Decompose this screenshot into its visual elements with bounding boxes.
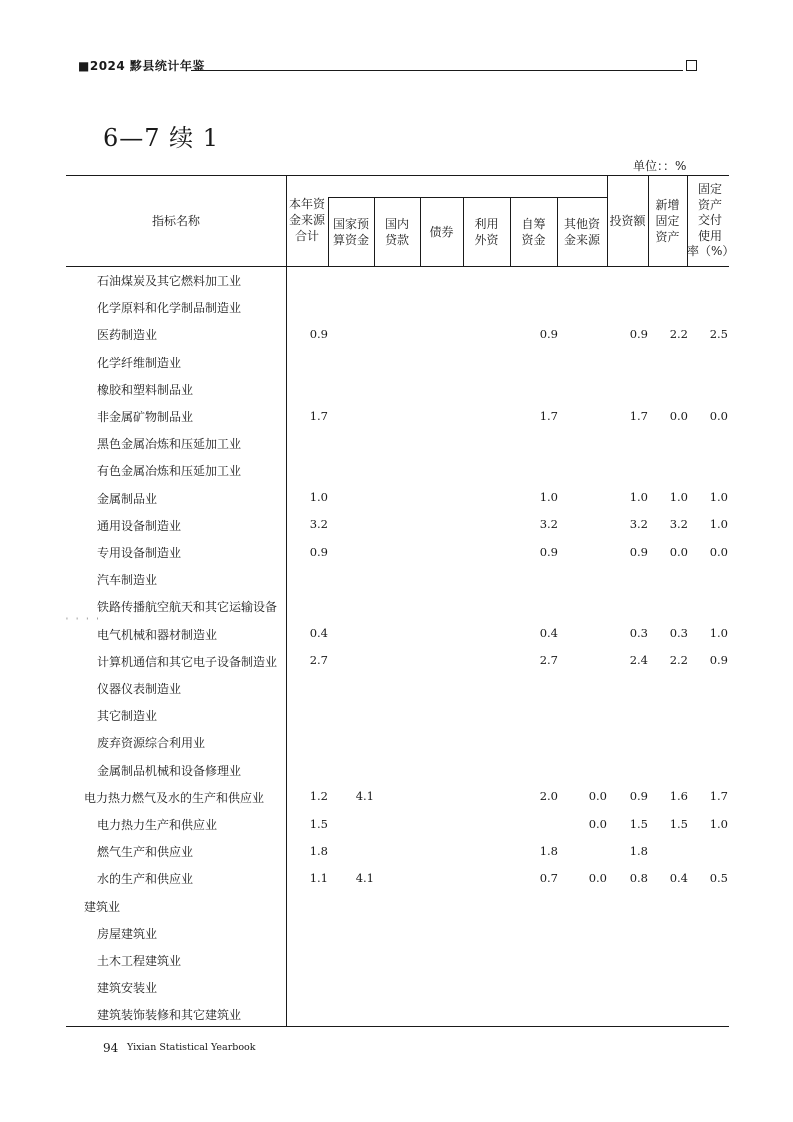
cell-total: 1.2: [309, 789, 328, 804]
cell-total: 0.4: [309, 626, 328, 641]
cell-other: 0.0: [588, 870, 607, 885]
column-header-other: 其他资 金来源: [563, 216, 600, 247]
cell-total: 1.1: [309, 870, 328, 885]
row-label: 石油煤炭及其它燃料加工业: [97, 274, 242, 288]
footer-title: Yixian Statistical Yearbook: [127, 1042, 256, 1053]
cell-newfixed: 0.4: [669, 870, 688, 885]
cell-newfixed: 2.2: [669, 326, 688, 341]
yearbook-title: ■2024 黟县统计年鉴: [78, 59, 205, 73]
row-label: 仪器仪表制造业: [97, 682, 182, 696]
cell-newfixed: 1.0: [669, 490, 688, 505]
cell-self: 0.4: [539, 626, 558, 641]
name-column-divider: [286, 175, 287, 1026]
cell-invest: 0.3: [629, 626, 648, 641]
cell-newfixed: 0.0: [669, 408, 688, 423]
cell-total: 1.8: [309, 843, 328, 858]
column-header-rate: 固定 资产 交付 使用 率（%）: [687, 182, 735, 259]
unit-label: 单位：：%: [633, 159, 687, 173]
row-label: 通用设备制造业: [97, 518, 182, 533]
row-label: 铁路传播航空航天和其它运输设备: [97, 600, 278, 615]
row-label: 计算机通信和其它电子设备制造业: [97, 654, 278, 669]
row-label: 金属制品机械和设备修理业: [97, 763, 242, 778]
cell-self: 1.0: [539, 490, 558, 505]
row-label: 橡胶和塑料制品业: [97, 382, 194, 397]
row-label: 黑色金属冶炼和压延加工业: [97, 437, 242, 452]
row-label: 废弃资源综合利用业: [97, 736, 206, 751]
cell-rate: 0.0: [709, 544, 728, 559]
cell-total: 0.9: [309, 326, 328, 341]
cell-self: 3.2: [539, 517, 558, 532]
cell-rate: 1.7: [709, 789, 728, 804]
row-label: 非金属矿物制品业: [97, 410, 194, 424]
cell-other: 0.0: [588, 789, 607, 804]
column-header-budget: 国家预 算资金: [332, 216, 369, 247]
cell-rate: 0.5: [709, 870, 728, 885]
cell-invest: 3.2: [629, 517, 648, 532]
cell-newfixed: 0.0: [669, 544, 688, 559]
cell-newfixed: 1.6: [669, 789, 688, 804]
column-header-self: 自筹 资金: [521, 216, 546, 247]
column-header-bond: 债券: [429, 224, 454, 239]
cell-total: 1.7: [309, 408, 328, 423]
square-outline-icon: [686, 60, 697, 71]
cell-total: 1.5: [309, 816, 328, 831]
cell-invest: 0.9: [629, 544, 648, 559]
page-number: 94: [103, 1041, 119, 1055]
row-label: 电力热力燃气及水的生产和供应业: [84, 790, 265, 805]
row-label: 电气机械和器材制造业: [97, 627, 218, 642]
cell-invest: 0.9: [629, 789, 648, 804]
cell-other: 0.0: [588, 816, 607, 831]
cell-rate: 2.5: [709, 326, 728, 341]
cell-rate: 1.0: [709, 626, 728, 641]
cell-invest: 1.5: [629, 816, 648, 831]
cell-invest: 1.0: [629, 490, 648, 505]
cell-total: 0.9: [309, 544, 328, 559]
cell-invest: 0.8: [629, 870, 648, 885]
row-label: 水的生产和供应业: [97, 872, 194, 887]
column-header-invest: 投资额: [609, 213, 646, 228]
cell-newfixed: 3.2: [669, 517, 688, 532]
cell-invest: 2.4: [629, 653, 648, 668]
cell-invest: 1.8: [629, 843, 648, 858]
row-label: 建筑业: [84, 899, 121, 914]
cell-self: 0.9: [539, 544, 558, 559]
cell-total: 2.7: [309, 653, 328, 668]
cell-rate: 0.0: [709, 408, 728, 423]
cell-rate: 0.9: [709, 653, 728, 668]
row-label: 化学原料和化学制品制造业: [97, 301, 242, 316]
row-label: 汽车制造业: [97, 573, 158, 588]
cell-rate: 1.0: [709, 517, 728, 532]
row-label: 电力热力生产和供应业: [97, 818, 218, 832]
cell-budget: 4.1: [355, 789, 374, 804]
cell-self: 0.7: [539, 870, 558, 885]
table-bottom-rule: [66, 1026, 729, 1027]
row-label: 有色金属冶炼和压延加工业: [97, 464, 242, 479]
row-label: 医药制造业: [97, 328, 158, 343]
header-bottom-rule: [66, 266, 729, 267]
cell-total: 1.0: [309, 490, 328, 505]
row-label: 建筑装饰装修和其它建筑业: [97, 1008, 242, 1023]
cell-budget: 4.1: [355, 870, 374, 885]
column-header-loan: 国内 贷款: [384, 216, 409, 247]
cell-rate: 1.0: [709, 816, 728, 831]
row-label: 房屋建筑业: [97, 926, 158, 941]
row-label: 建筑安装业: [97, 981, 158, 996]
cell-invest: 1.7: [629, 408, 648, 423]
row-label: 化学纤维制造业: [97, 355, 182, 370]
cell-self: 2.7: [539, 653, 558, 668]
cell-rate: 1.0: [709, 490, 728, 505]
row-label: 其它制造业: [97, 709, 158, 724]
cell-total: 3.2: [309, 517, 328, 532]
overflow-dots: ' ' ' ': [66, 617, 102, 625]
cell-invest: 0.9: [629, 326, 648, 341]
cell-self: 0.9: [539, 326, 558, 341]
column-header-total: 本年资 金来源 合计: [288, 197, 325, 243]
header-rule: [191, 70, 683, 71]
cell-newfixed: 1.5: [669, 816, 688, 831]
cell-self: 1.8: [539, 843, 558, 858]
cell-newfixed: 0.3: [669, 626, 688, 641]
row-label: 燃气生产和供应业: [97, 845, 194, 860]
table-title: 6—7 续 1: [103, 124, 220, 152]
page-header: [66, 58, 697, 74]
cell-self: 1.7: [539, 408, 558, 423]
cell-newfixed: 2.2: [669, 653, 688, 668]
row-label: 金属制品业: [97, 491, 158, 506]
cell-self: 2.0: [539, 789, 558, 804]
column-header-newfixed: 新增 固定 资产: [655, 197, 680, 244]
row-label: 专用设备制造业: [97, 546, 182, 560]
column-header-name: 指标名称: [151, 213, 200, 228]
column-header-foreign: 利用 外资: [474, 216, 499, 247]
row-label: 土木工程建筑业: [97, 954, 182, 968]
